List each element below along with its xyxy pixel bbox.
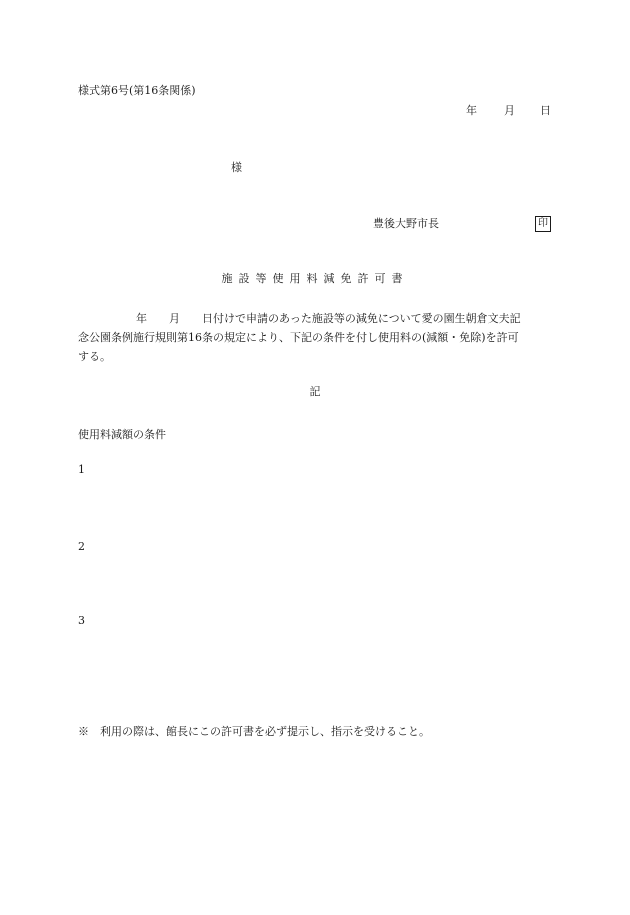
addressee-honorific: 様	[231, 161, 242, 174]
body-line-3: する。	[78, 350, 111, 363]
date-day-label: 日	[540, 104, 551, 117]
body-line-1: 年 月 日付けで申請のあった施設等の減免について愛の園生朝倉文夫記	[136, 312, 521, 325]
date-month-label: 月	[504, 104, 515, 117]
condition-item-2: 2	[78, 540, 85, 553]
form-number: 様式第6号(第16条関係)	[78, 84, 196, 97]
body-paragraph	[78, 309, 552, 366]
seal-stamp: 印	[535, 216, 551, 232]
body-line-2: 念公園条例施行規則第16条の規定により、下記の条件を付し使用料の(減額・免除)を許可	[78, 331, 519, 344]
conditions-heading: 使用料減額の条件	[78, 428, 166, 441]
usage-notice: ※ 利用の際は、館長にこの許可書を必ず提示し、指示を受けること。	[78, 725, 430, 738]
issuer-name: 豊後大野市長	[373, 217, 439, 230]
document-title: 施設等使用料減免許可書	[221, 272, 409, 285]
issuer-block	[373, 217, 551, 233]
date-year-label: 年	[466, 104, 477, 117]
condition-item-3: 3	[78, 614, 85, 627]
ki-heading: 記	[309, 385, 321, 398]
condition-item-1: 1	[78, 463, 85, 476]
